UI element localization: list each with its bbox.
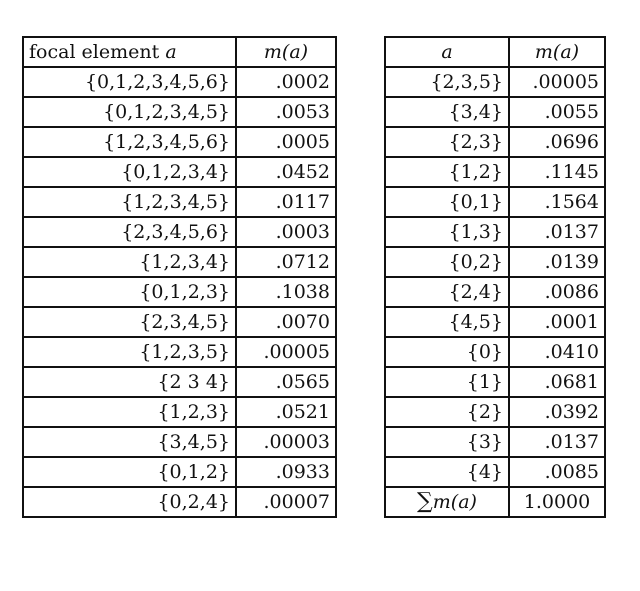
- table-row: [385, 127, 605, 157]
- mass-value-cell: .0392: [509, 397, 605, 427]
- table-row: [385, 397, 605, 427]
- mass-value-cell: .00003: [236, 427, 336, 457]
- mass-value-cell: .0410: [509, 337, 605, 367]
- mass-value-cell: .0933: [236, 457, 336, 487]
- table-row: [385, 67, 605, 97]
- mass-value-cell: .0002: [236, 67, 336, 97]
- table-row: [385, 247, 605, 277]
- table-row: [23, 187, 336, 217]
- focal-element-cell: {1,2}: [385, 157, 509, 187]
- focal-element-cell: {1,2,3,4}: [23, 247, 236, 277]
- mass-value-cell: .1564: [509, 187, 605, 217]
- mass-value-cell: .1038: [236, 277, 336, 307]
- mass-value-cell: .0696: [509, 127, 605, 157]
- table-row: [23, 127, 336, 157]
- mass-value-cell: .0086: [509, 277, 605, 307]
- mass-value-cell: .0001: [509, 307, 605, 337]
- table-row: [23, 457, 336, 487]
- table-row: [385, 157, 605, 187]
- focal-element-mass-table-right: [384, 36, 606, 518]
- total-row: [385, 487, 605, 517]
- focal-element-cell: {2,3,4,5}: [23, 307, 236, 337]
- focal-element-cell: {0,1,2}: [23, 457, 236, 487]
- table-row: [385, 367, 605, 397]
- element-header: a: [385, 37, 509, 67]
- mass-value-cell: .0139: [509, 247, 605, 277]
- mass-value-cell: .0117: [236, 187, 336, 217]
- mass-header: m(a): [236, 37, 336, 67]
- focal-element-cell: {4,5}: [385, 307, 509, 337]
- mass-value-cell: .1145: [509, 157, 605, 187]
- clipped-text-above: [0, 0, 640, 8]
- table-row: [23, 487, 336, 517]
- table-row: [385, 427, 605, 457]
- mass-value-cell: .0003: [236, 217, 336, 247]
- table-row: [385, 187, 605, 217]
- mass-value-cell: .0681: [509, 367, 605, 397]
- focal-element-cell: {0,1,2,3,4,5,6}: [23, 67, 236, 97]
- total-label-cell: [385, 487, 509, 517]
- table-row: [23, 337, 336, 367]
- table-row: [23, 217, 336, 247]
- mass-value-cell: .00005: [236, 337, 336, 367]
- focal-element-cell: {1,2,3}: [23, 397, 236, 427]
- focal-element-cell: {2,4}: [385, 277, 509, 307]
- table-row: [23, 157, 336, 187]
- focal-element-header: [23, 37, 236, 67]
- focal-element-cell: {3,4,5}: [23, 427, 236, 457]
- mass-value-cell: .0055: [509, 97, 605, 127]
- focal-element-cell: {1,2,3,4,5,6}: [23, 127, 236, 157]
- focal-element-cell: {0,1,2,3}: [23, 277, 236, 307]
- table-row: [23, 307, 336, 337]
- focal-element-cell: {0,1,2,3,4,5}: [23, 97, 236, 127]
- focal-element-cell: {3}: [385, 427, 509, 457]
- mass-value-cell: .0521: [236, 397, 336, 427]
- table-row: [23, 247, 336, 277]
- total-mass-cell: 1.0000: [509, 487, 605, 517]
- mass-value-cell: .0565: [236, 367, 336, 397]
- focal-element-cell: {4}: [385, 457, 509, 487]
- focal-element-cell: {0}: [385, 337, 509, 367]
- table-row: [23, 427, 336, 457]
- table-row: [23, 367, 336, 397]
- focal-element-cell: {2,3}: [385, 127, 509, 157]
- focal-element-cell: {0,1,2,3,4}: [23, 157, 236, 187]
- focal-element-cell: {2,3,5}: [385, 67, 509, 97]
- mass-value-cell: .0053: [236, 97, 336, 127]
- table-row: [23, 397, 336, 427]
- mass-header: m(a): [509, 37, 605, 67]
- focal-element-cell: {2}: [385, 397, 509, 427]
- table-row: [385, 337, 605, 367]
- mass-value-cell: .0137: [509, 217, 605, 247]
- focal-element-cell: {3,4}: [385, 97, 509, 127]
- focal-element-header-text: focal element: [29, 41, 160, 63]
- focal-element-mass-table-left: [22, 36, 337, 518]
- table-header-row: [23, 37, 336, 67]
- mass-value-cell: .00005: [509, 67, 605, 97]
- focal-element-cell: {1,2,3,4,5}: [23, 187, 236, 217]
- table-row: [385, 307, 605, 337]
- focal-element-cell: {0,1}: [385, 187, 509, 217]
- mass-value-cell: .0137: [509, 427, 605, 457]
- total-label: m(a): [432, 491, 477, 513]
- focal-element-cell: {1,2,3,5}: [23, 337, 236, 367]
- table-header-row: [385, 37, 605, 67]
- table-row: [385, 457, 605, 487]
- focal-element-cell: {0,2,4}: [23, 487, 236, 517]
- mass-value-cell: .0085: [509, 457, 605, 487]
- focal-element-cell: {2 3 4}: [23, 367, 236, 397]
- mass-value-cell: .0005: [236, 127, 336, 157]
- focal-element-cell: {0,2}: [385, 247, 509, 277]
- table-row: [23, 67, 336, 97]
- focal-element-cell: {1}: [385, 367, 509, 397]
- mass-value-cell: .00007: [236, 487, 336, 517]
- table-row: [23, 97, 336, 127]
- focal-element-header-var: a: [165, 41, 177, 63]
- table-row: [385, 217, 605, 247]
- focal-element-cell: {1,3}: [385, 217, 509, 247]
- table-row: [385, 277, 605, 307]
- table-row: [385, 97, 605, 127]
- mass-value-cell: .0712: [236, 247, 336, 277]
- mass-value-cell: .0452: [236, 157, 336, 187]
- sigma-symbol: ∑: [417, 489, 433, 514]
- mass-value-cell: .0070: [236, 307, 336, 337]
- table-row: [23, 277, 336, 307]
- focal-element-cell: {2,3,4,5,6}: [23, 217, 236, 247]
